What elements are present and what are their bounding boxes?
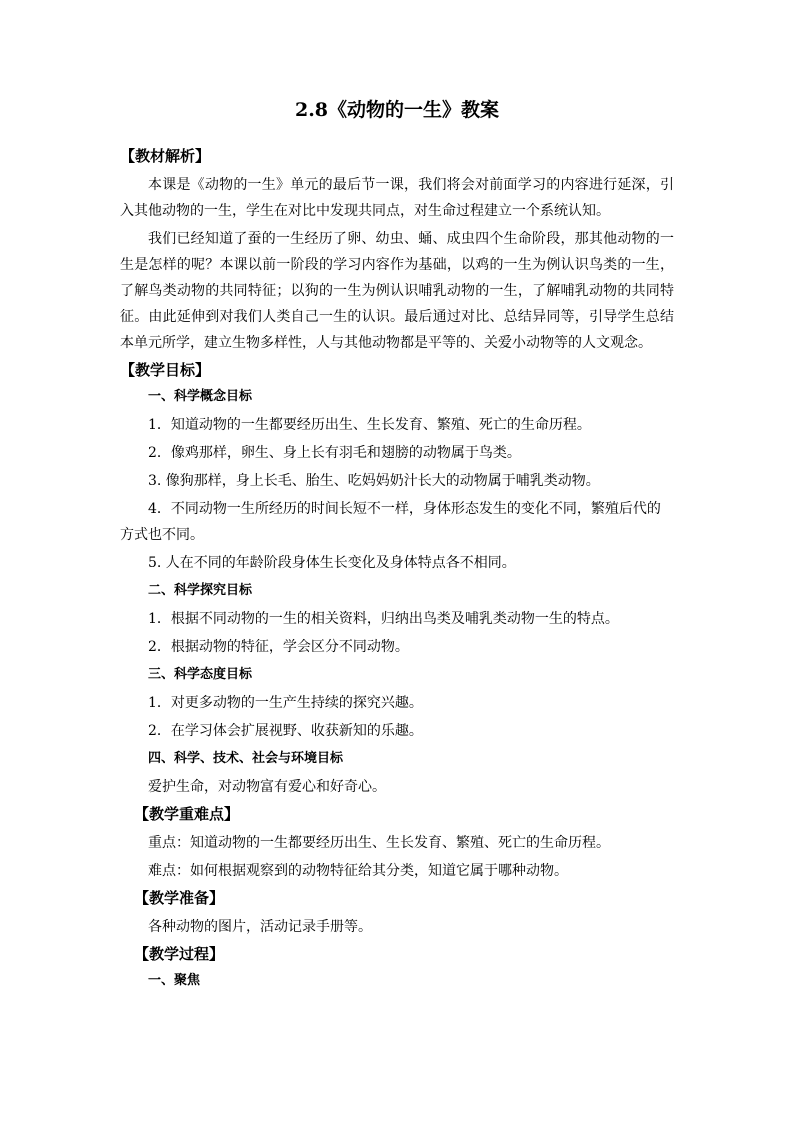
section-heading-process: 【教学过程】 <box>134 945 225 963</box>
concept-goal-item: 2．像鸡那样，卵生、身上长有羽毛和翅膀的动物属于鸟类。 <box>148 445 521 461</box>
subheading-stse-goals: 四、科学、技术、社会与环境目标 <box>148 751 344 766</box>
process-step-focus: 一、聚焦 <box>148 973 201 988</box>
subheading-inquiry-goals: 二、科学探究目标 <box>148 583 253 598</box>
concept-goal-item: 1．知道动物的一生都要经历出生、生长发育、繁殖、死亡的生命历程。 <box>148 417 591 433</box>
subheading-concept-goals: 一、科学概念目标 <box>148 389 253 404</box>
subheading-attitude-goals: 三、科学态度目标 <box>148 667 253 682</box>
preparation-text: 各种动物的图片，活动记录手册等。 <box>148 919 372 935</box>
document-title: 2.8《动物的一生》教案 <box>294 99 500 121</box>
concept-goal-item: 3. 像狗那样，身上长毛、胎生、吃妈妈奶汁长大的动物属于哺乳类动物。 <box>148 473 600 489</box>
inquiry-goal-item: 1．根据不同动物的一生的相关资料，归纳出鸟类及哺乳类动物一生的特点。 <box>148 611 619 627</box>
section-heading-preparation: 【教学准备】 <box>134 889 225 907</box>
attitude-goal-item: 2．在学习体会扩展视野、收获新知的乐趣。 <box>148 723 423 739</box>
difficulty-text: 难点：如何根据观察到的动物特征给其分类，知道它属于哪种动物。 <box>148 863 568 879</box>
analysis-paragraph-2: 我们已经知道了蚕的一生经历了卵、幼虫、蛹、成虫四个生命阶段，那其他动物的一生是怎样的呢？本课以前一阶段的学习内容作为基础，以鸡的一生为例认识鸟类的一生，了解鸟类动物的共同特征；以狗的一生为例认识哺乳动物的一生，了解哺乳动物的共同特征。由此延伸到对我们人类自己一生的认识。最后通过对比、总结异同等，引导学生总结本单元所学，建立生物多样性，人与其他动物都是平等的、关爱小动物等的人文观念。 <box>120 231 674 351</box>
analysis-paragraph-1: 本课是《动物的一生》单元的最后节一课，我们将会对前面学习的内容进行延深，引入其他动物的一生，学生在对比中发现共同点，对生命过程建立一个系统认知。 <box>120 177 674 219</box>
section-heading-keypoints: 【教学重难点】 <box>134 805 240 823</box>
concept-goal-item: 5. 人在不同的年龄阶段身体生长变化及身体特点各不相同。 <box>148 555 516 571</box>
keypoint-text: 重点：知道动物的一生都要经历出生、生长发育、繁殖、死亡的生命历程。 <box>148 835 610 851</box>
inquiry-goal-item: 2．根据动物的特征，学会区分不同动物。 <box>148 639 409 655</box>
attitude-goal-item: 1．对更多动物的一生产生持续的探究兴趣。 <box>148 695 423 711</box>
stse-goal-text: 爱护生命，对动物富有爱心和好奇心。 <box>148 779 386 795</box>
section-heading-goals: 【教学目标】 <box>120 361 211 379</box>
section-heading-analysis: 【教材解析】 <box>120 147 211 165</box>
concept-goal-item: 4．不同动物一生所经历的时间长短不一样，身体形态发生的变化不同，繁殖后代的方式也不同。 <box>120 501 661 543</box>
